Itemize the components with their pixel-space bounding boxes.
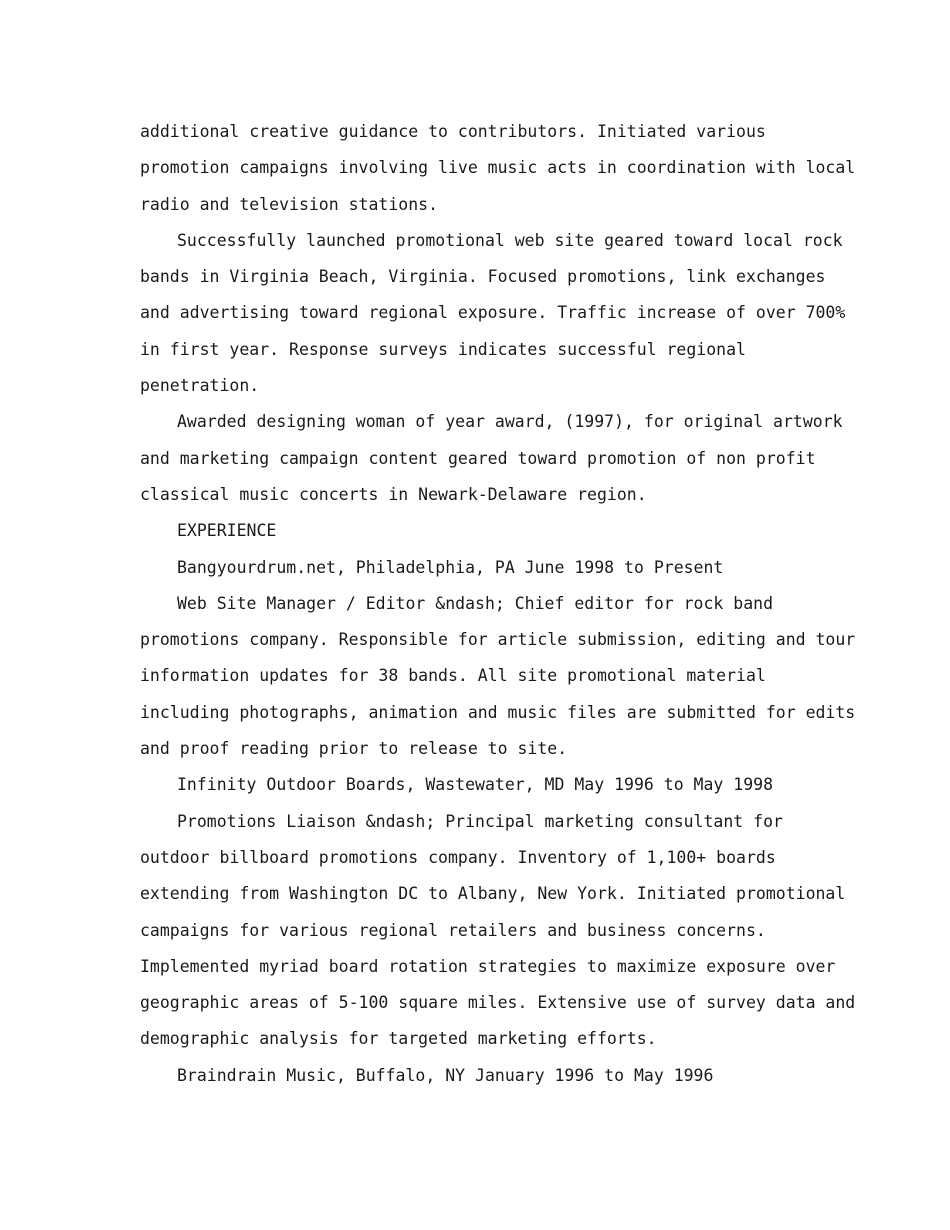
text-line: information updates for 38 bands. All site promotional material xyxy=(140,666,766,686)
text-line: penetration. xyxy=(140,376,260,396)
job-heading: Infinity Outdoor Boards, Wastewater, MD May 1996 to May 1998 xyxy=(177,775,774,795)
document-body xyxy=(140,114,856,1094)
text-line: outdoor billboard promotions company. Inventory of 1,100+ boards xyxy=(140,847,776,867)
paragraph-start-line: Web Site Manager / Editor &ndash; Chief editor for rock band xyxy=(177,593,774,613)
text-line: demographic analysis for targeted marketing efforts. xyxy=(140,1029,657,1049)
text-line: campaigns for various regional retailers and business concerns. xyxy=(140,920,766,940)
job-heading: Braindrain Music, Buffalo, NY January 1996 to May 1996 xyxy=(177,1065,714,1085)
text-line: radio and television stations. xyxy=(140,194,439,214)
text-line: promotion campaigns involving live music acts in coordination with local xyxy=(140,158,856,178)
text-line: in first year. Response surveys indicates successful regional xyxy=(140,339,746,359)
text-line: extending from Washington DC to Albany, New York. Initiated promotional xyxy=(140,884,846,904)
text-line: promotions company. Responsible for article submission, editing and tour xyxy=(140,630,856,650)
text-line: and proof reading prior to release to site. xyxy=(140,739,568,759)
text-line: and advertising toward regional exposure. Traffic increase of over 700% xyxy=(140,303,846,323)
section-heading-experience: EXPERIENCE xyxy=(177,521,277,541)
text-line: classical music concerts in Newark-Delaware region. xyxy=(140,484,647,504)
text-line: additional creative guidance to contributors. Initiated various xyxy=(140,122,766,141)
paragraph-start-line: Promotions Liaison &ndash; Principal marketing consultant for xyxy=(177,811,783,831)
paragraph-start-line: Successfully launched promotional web site geared toward local rock xyxy=(177,230,843,250)
text-line: bands in Virginia Beach, Virginia. Focused promotions, link exchanges xyxy=(140,267,826,287)
text-line: Implemented myriad board rotation strategies to maximize exposure over xyxy=(140,956,836,976)
text-line: including photographs, animation and music files are submitted for edits xyxy=(140,702,856,722)
text-line: geographic areas of 5-100 square miles. Extensive use of survey data and xyxy=(140,993,856,1013)
paragraph-start-line: Awarded designing woman of year award, (1997), for original artwork xyxy=(177,412,843,432)
job-heading: Bangyourdrum.net, Philadelphia, PA June 1998 to Present xyxy=(177,557,724,577)
text-line: and marketing campaign content geared toward promotion of non profit xyxy=(140,448,816,468)
